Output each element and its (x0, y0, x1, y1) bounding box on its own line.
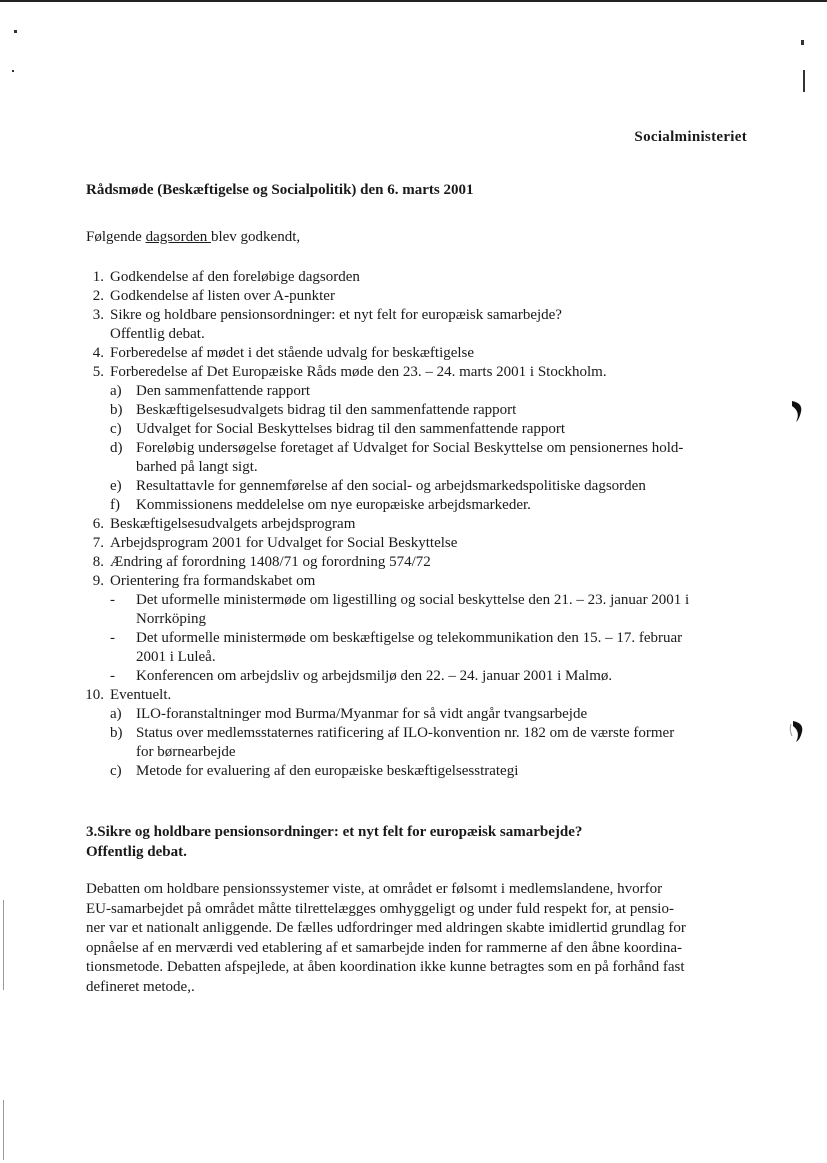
section-heading (86, 822, 582, 862)
agenda-item-text: Beskæftigelsesudvalgets arbejdsprogram (110, 516, 356, 532)
scan-edge-line (3, 1100, 4, 1160)
agenda-item-number: - (110, 630, 115, 646)
agenda-item-text: Forberedelse af Det Europæiske Råds møde den 23. – 24. marts 2001 i Stockholm. (110, 364, 607, 380)
agenda-item-text: Resultattavle for gennemførelse af den social- og arbejdsmarkedspolitiske dagsorden (136, 478, 646, 494)
page-title: Rådsmøde (Beskæftigelse og Socialpolitik) den 6. marts 2001 (86, 182, 474, 198)
agenda-item-number: 9. (92, 573, 104, 589)
agenda-item (86, 382, 766, 401)
agenda-item (86, 401, 766, 420)
scan-edge-line (3, 900, 4, 990)
paragraph-line: tionsmetode. Debatten afspejlede, at åben koordination ikke kunne betragtes som en på forhånd fast (86, 959, 685, 975)
agenda-item (86, 439, 766, 458)
agenda-item-number: 1. (92, 269, 104, 285)
agenda-item (86, 344, 766, 363)
agenda-item-text: Norrköping (136, 611, 206, 627)
agenda-item-text: Godkendelse af listen over A-punkter (110, 288, 335, 304)
punch-hole-mark (789, 398, 805, 424)
agenda-item-number: - (110, 668, 115, 684)
paragraph-line: ner var et nationalt anliggende. De fælles udfordringer med aldringen skabte imidlertid grundlag for (86, 920, 686, 936)
agenda-item-number: 3. (92, 307, 104, 323)
agenda-item (86, 648, 766, 667)
agenda-item-text: Godkendelse af den foreløbige dagsorden (110, 269, 360, 285)
scan-speck (14, 30, 17, 33)
agenda-item-text: Forberedelse af mødet i det stående udvalg for beskæftigelse (110, 345, 475, 361)
agenda-item-text: Metode for evaluering af den europæiske beskæftigelsesstrategi (136, 763, 519, 779)
agenda-item-text: barhed på langt sigt. (136, 459, 258, 475)
agenda-item-text: Det uformelle ministermøde om ligestilling og social beskyttelse den 21. – 23. januar 2001 i (136, 592, 690, 608)
agenda-item-number: b) (110, 725, 123, 741)
agenda-item-text: Status over medlemsstaternes ratificering af ILO-konvention nr. 182 om de værste former (136, 725, 675, 741)
agenda-item (86, 667, 766, 686)
agenda-item-number: 2. (92, 288, 104, 304)
agenda-item (86, 743, 766, 762)
agenda-item-number: 8. (92, 554, 104, 570)
agenda-item (86, 572, 766, 591)
agenda-item (86, 477, 766, 496)
agenda-item-number: b) (110, 402, 123, 418)
paragraph-line: defineret metode,. (86, 978, 195, 995)
section-paragraph (86, 880, 754, 997)
agenda-item-text: 2001 i Luleå. (136, 649, 216, 665)
agenda-item (86, 553, 766, 572)
agenda-item-text: Den sammenfattende rapport (136, 383, 311, 399)
agenda-item-number: 4. (92, 345, 104, 361)
scan-speck (801, 40, 804, 45)
agenda-item-text: Det uformelle ministermøde om beskæftigelse og telekommunikation den 15. – 17. februar (136, 630, 683, 646)
agenda-item (86, 686, 766, 705)
agenda-link[interactable]: dagsorden (145, 229, 211, 245)
agenda-item (86, 420, 766, 439)
agenda-item (86, 724, 766, 743)
punch-hole-mark (789, 718, 805, 744)
agenda-item-text: Beskæftigelsesudvalgets bidrag til den sammenfattende rapport (136, 402, 517, 418)
agenda-item (86, 534, 766, 553)
agenda-item (86, 268, 766, 287)
agenda-item-number: c) (110, 763, 122, 779)
agenda-item-text: ILO-foranstaltninger mod Burma/Myanmar for så vidt angår tvangsarbejde (136, 706, 588, 722)
agenda-item (86, 515, 766, 534)
agenda-item-number: a) (110, 383, 122, 399)
agenda-item (86, 705, 766, 724)
agenda-item-number: - (110, 592, 115, 608)
agenda-item-number: 10. (85, 687, 104, 703)
agenda-item (86, 306, 766, 325)
intro-text-after: blev godkendt, (210, 229, 301, 245)
agenda-item-number: e) (110, 478, 122, 494)
top-scan-border (0, 0, 827, 2)
agenda-item (86, 287, 766, 306)
scan-speck (12, 70, 14, 72)
agenda-item-number: c) (110, 421, 122, 437)
agenda-item-text: Foreløbig undersøgelse foretaget af Udvalget for Social Beskyttelse om pensionernes hold- (136, 440, 684, 456)
agenda-item-number: 7. (92, 535, 104, 551)
agenda-item (86, 762, 766, 781)
agenda-item (86, 496, 766, 515)
agenda-item-number: a) (110, 706, 122, 722)
agenda-item (86, 325, 766, 344)
agenda-item (86, 363, 766, 382)
agenda-item-number: f) (110, 497, 120, 513)
agenda-item-text: Ændring af forordning 1408/71 og forordning 574/72 (110, 554, 431, 570)
agenda-item-text: Sikre og holdbare pensionsordninger: et nyt felt for europæisk samarbejde? (110, 307, 562, 323)
agenda-item-text: Orientering fra formandskabet om (110, 573, 316, 589)
agenda-item-number: 5. (92, 364, 104, 380)
intro-line (86, 229, 300, 246)
agenda-item-text: Konferencen om arbejdsliv og arbejdsmiljø den 22. – 24. januar 2001 i Malmø. (136, 668, 613, 684)
intro-text-before: Følgende (86, 229, 146, 245)
paragraph-line: EU-samarbejdet på området måtte tilrettelægges omhyggeligt og under fuld respekt for, at pensio- (86, 900, 674, 917)
agenda-item (86, 458, 766, 477)
scan-mark (803, 70, 805, 92)
agenda-item (86, 610, 766, 629)
section-heading-line: 3.Sikre og holdbare pensionsordninger: et nyt felt for europæisk samarbejde? (86, 824, 583, 840)
paragraph-line: Debatten om holdbare pensionssystemer viste, at området er følsomt i medlemslandene, hvorfor (86, 881, 663, 897)
agenda-list (86, 268, 766, 781)
agenda-item-number: 6. (92, 516, 104, 532)
section-heading-line: Offentlig debat. (86, 844, 187, 860)
agenda-item (86, 629, 766, 648)
agenda-item-text: Eventuelt. (110, 687, 172, 703)
agenda-item-text: Offentlig debat. (110, 326, 205, 342)
agenda-item-text: Udvalget for Social Beskyttelses bidrag til den sammenfattende rapport (136, 421, 566, 437)
agenda-item-number: d) (110, 440, 123, 456)
agenda-item (86, 591, 766, 610)
agenda-item-text: Kommissionens meddelelse om nye europæiske arbejdsmarkeder. (136, 497, 531, 513)
agenda-item-text: Arbejdsprogram 2001 for Udvalget for Social Beskyttelse (110, 535, 458, 551)
paragraph-line: opnåelse af en merværdi ved etablering af et samarbejde inden for rammerne af den åbne koordina- (86, 939, 682, 956)
ministry-name: Socialministeriet (634, 129, 747, 145)
agenda-item-text: for børnearbejde (136, 744, 236, 760)
